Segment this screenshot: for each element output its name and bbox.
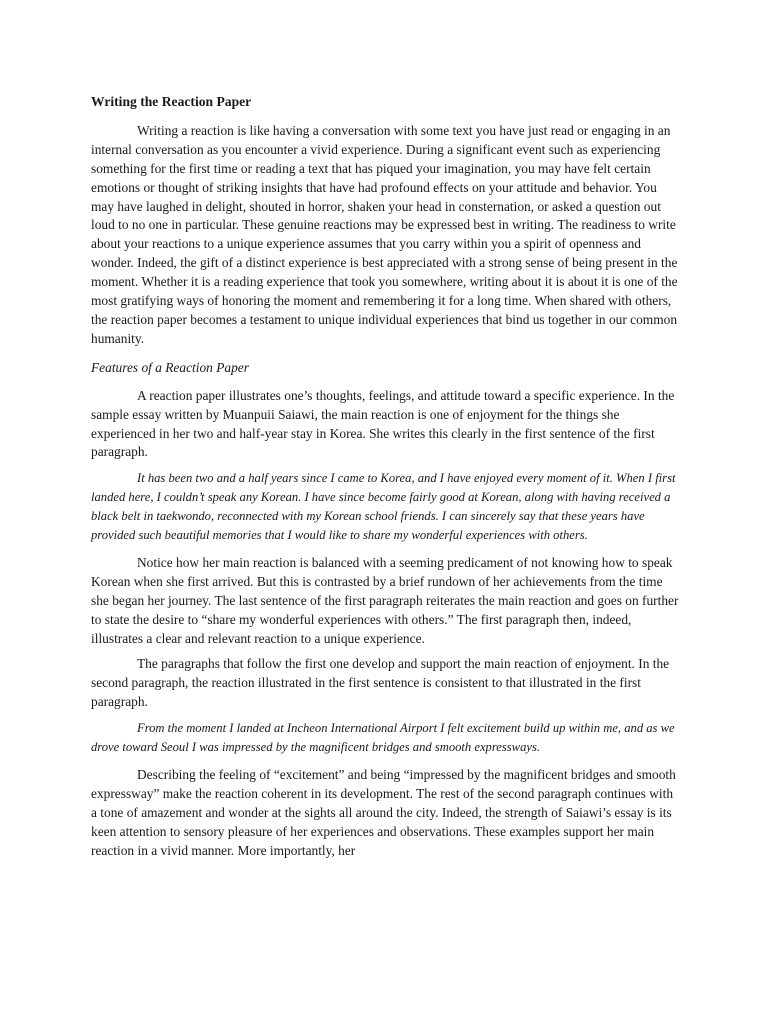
section-heading-features: Features of a Reaction Paper: [91, 359, 249, 375]
document-page: [91, 93, 679, 861]
spacer: [91, 757, 679, 766]
spacer: [91, 712, 679, 719]
notice-paragraph: Notice how her main reaction is balanced with a seeming predicament of not knowing how to speak Korean when she first arrived. But this is contrasted by a brief rundown of her achievements from the time she began her journey. The last sentence of the first paragraph reiterates the main reaction and goes on further to state the desire to “share my wonderful experiences with others.” The first paragraph then, indeed, illustrates a clear and relevant reaction to a unique experience.: [91, 554, 679, 646]
block-quote-second: From the moment I landed at Incheon International Airport I felt excitement build up within me, and as we drove toward Seoul I was impressed by the magnificent bridges and smooth expressways.: [91, 721, 675, 755]
intro-paragraph: Writing a reaction is like having a conversation with some text you have just read or engaging in an internal conversation as you encounter a vivid experience. During a significant event such as experiencing something for the first time or reading a text that has piqued your imagination, you may have felt certain emotions or thought of striking insights that have had profound effects on your attitude and behavior. You may have laughed in delight, shouted in horror, shaken your head in consternation, or asked a question out loud to no one in particular. These genuine reactions may be expressed best in writing. The readiness to write about your reactions to a unique experience assumes that you carry within you a spirit of openness and wonder. Indeed, the gift of a distinct experience is best appreciated with a strong sense of being present in the moment. Whether it is a reading experience that took you somewhere, writing about it is about it is one of the most gratifying ways of honoring the moment and remembering it for a long time. When shared with others, the reaction paper becomes a testament to unique individual experiences that bind us together in our common humanity.: [91, 122, 678, 346]
document-title: Writing the Reaction Paper: [91, 94, 252, 109]
features-paragraph: A reaction paper illustrates one’s thoughts, feelings, and attitude toward a specific experience. In the sample essay written by Muanpuii Saiawi, the main reaction is one of enjoyment for the things she experienced in her two and half-year stay in Korea. She writes this clearly in the first sentence of the first paragraph.: [91, 387, 675, 460]
follow-paragraph: The paragraphs that follow the first one develop and support the main reaction of enjoyment. In the second paragraph, the reaction illustrated in the first sentence is consistent to that illustrated in the first paragraph.: [91, 656, 670, 710]
describing-paragraph: Describing the feeling of “excitement” and being “impressed by the magnificent bridges and smooth expressway” make the reaction coherent in its development. The rest of the second paragraph continues with a tone of amazement and wonder at the sights all around the city. Indeed, the strength of Saiawi’s essay is its keen attention to sensory pleasure of her experiences and observations. These examples support her main reaction in a vivid manner. More importantly, her: [91, 767, 676, 858]
spacer: [91, 545, 679, 554]
spacer: [91, 648, 679, 655]
block-quote-first: It has been two and a half years since I came to Korea, and I have enjoyed every moment of it. When I first landed here, I couldn’t speak any Korean. I have since become fairly good at Korean, along with having received a black belt in taekwondo, reconnected with my Korean school friends. I can sincerely say that these years have provided such beautiful memories that I would like to share my wonderful experiences with others.: [91, 471, 676, 543]
spacer: [91, 462, 679, 469]
